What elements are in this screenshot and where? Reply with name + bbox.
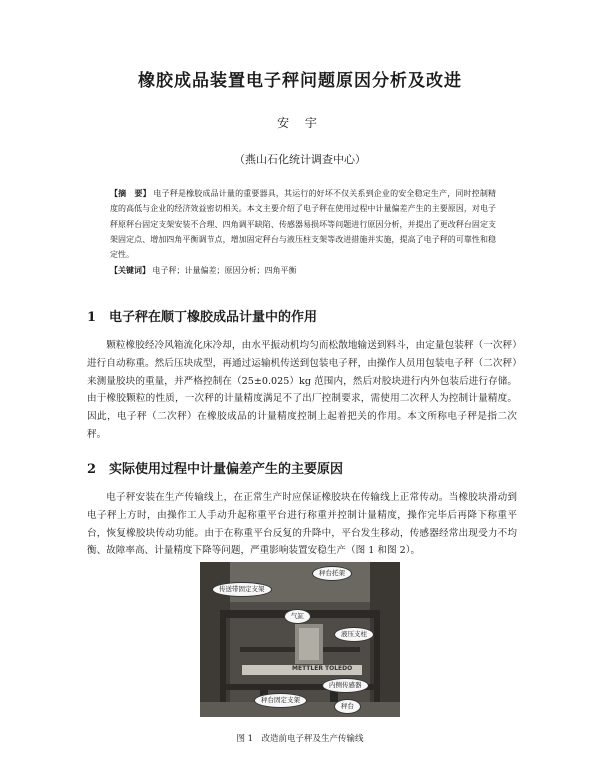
abstract-label: 【摘 要】 <box>110 188 151 198</box>
author: 安 宇 <box>277 116 323 130</box>
section-1-paragraph: 颗粒橡胶经冷风箱流化床冷却，由水平振动机均匀而松散地输送到料斗，由定量包装秤（一次秤）进行自动称重。然后压块成型，再通过运输机传送到包装电子秤，由操作人员用包装电子秤（二次秤）来测量胶块的重量，并严格控制在（25±0.025）kg 范围内，然后对胶块进行内外包装后进行存储。由于橡胶颗粒的性质，一次秤的计量精度满足不了出厂控制要求，需使用二次秤人为控制计量精度。因此，电子秤（二次秤）在橡胶成品的计量精度控制上起着把关的作用。本文所称电子秤是指二次秤。 <box>87 340 517 440</box>
label-platform-bracket: 秤台托架 <box>312 566 352 581</box>
label-platform-fixed-bracket: 秤台固定支架 <box>254 693 307 708</box>
affiliation: （燕山石化统计调查中心） <box>234 153 366 166</box>
abstract-text: 电子秤是橡胶成品计量的重要器具，其运行的好坏不仅关系到企业的安全稳定生产，同时控制精度的高低与企业的经济效益密切相关。本文主要介绍了电子秤在使用过程中计量偏差产生的主要原因，对电子秤原秤台固定支架安装不合理、四角调平缺陷、传感器易损坏等问题进行原因分析，并提出了更改秤台固定支架固定点、增加四角平衡调节点，增加固定秤台与液压柱支架等改进措施并实施，提高了电子秤的可靠性和稳定性。 <box>110 189 496 260</box>
figure-1-caption: 图 1 改造前电子秤及生产传输线 <box>236 734 364 744</box>
label-hydraulic-column: 液压支柱 <box>334 627 374 642</box>
figure-1-photo <box>200 562 400 717</box>
label-conveyor-bracket: 传送带固定支架 <box>212 582 272 597</box>
label-inner-sensor: 内侧传感器 <box>322 678 369 693</box>
abstract <box>110 186 496 262</box>
section-2-paragraph: 电子秤安装在生产传输线上，在正常生产时应保证橡胶块在传输线上正常传动。当橡胶块滑动到电子秤上方时，由操作工人手动升起称重平台进行称重并控制计量精度，操作完毕后再降下称重平台，恢复橡胶块传动功能。由于在称重平台反复的升降中，平台发生移动，传感器经常出现受力不均衡、故障率高、计量精度下降等问题，严重影响装置安稳生产（图 1 和图 2）。 <box>87 492 517 557</box>
keywords <box>110 263 496 278</box>
section-1-heading: 1 电子秤在顺丁橡胶成品计量中的作用 <box>87 310 318 325</box>
paper-title: 橡胶成品装置电子秤问题原因分析及改进 <box>138 71 462 91</box>
label-cylinder: 气缸 <box>284 609 311 624</box>
keywords-label: 【关键词】 <box>110 265 150 275</box>
brand-label: METTLER TOLEDO <box>292 665 353 672</box>
section-2-heading: 2 实际使用过程中计量偏差产生的主要原因 <box>87 462 344 477</box>
label-platform: 秤台 <box>334 699 361 714</box>
keywords-text: 电子秤；计量偏差；原因分析；四角平衡 <box>152 266 297 275</box>
